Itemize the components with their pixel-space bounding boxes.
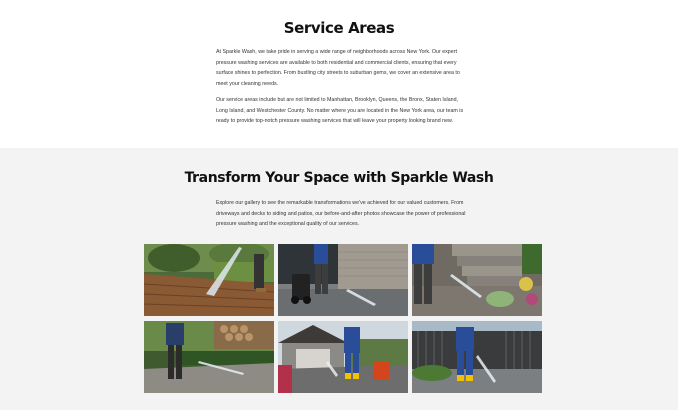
service-areas-paragraph-1: At Sparkle Wash, we take pride in serving a wide range of neighborhoods across New York. Our expert pressure washing services are available to both residential and commercial clients, ensuring that every surface shines to perfection. From bustling city streets to suburban gems, we cover an extensive area to meet your cleaning needs. — [216, 49, 460, 87]
service-areas-title: Service Areas — [283, 19, 395, 37]
pressure-wash-driveway-icon — [278, 244, 408, 316]
fence-washing-photo[interactable] — [412, 321, 542, 393]
pressure-wash-house-icon — [278, 321, 408, 393]
garden-path-washing-photo[interactable] — [144, 321, 274, 393]
driveway-washing-photo[interactable] — [278, 244, 408, 316]
service-areas-section — [0, 0, 678, 148]
photo-gallery — [144, 244, 542, 394]
service-areas-paragraph-2: Our service areas include but are not limited to Manhattan, Brooklyn, Queens, the Bronx, Staten Island, Long Island, and Westchester County. No matter where you are located in the New York area, our team is ready to provide top-notch pressure washing services that will leave your property looking brand new. — [216, 97, 464, 125]
house-driveway-washing-photo[interactable] — [278, 321, 408, 393]
transform-paragraph: Explore our gallery to see the remarkable transformations we've achieved for our valued customers. From driveways and decks to siding and patios, our before-and-after photos showcase the power of professional pressure washing and the exceptional quality of our services. — [216, 200, 466, 228]
deck-washing-photo[interactable] — [144, 244, 274, 316]
pressure-wash-deck-icon — [144, 244, 274, 316]
patio-steps-washing-photo[interactable] — [412, 244, 542, 316]
pressure-wash-patio-icon — [412, 244, 542, 316]
pressure-wash-fence-icon — [412, 321, 542, 393]
transform-title: Transform Your Space with Sparkle Wash — [184, 170, 494, 186]
pressure-wash-path-icon — [144, 321, 274, 393]
